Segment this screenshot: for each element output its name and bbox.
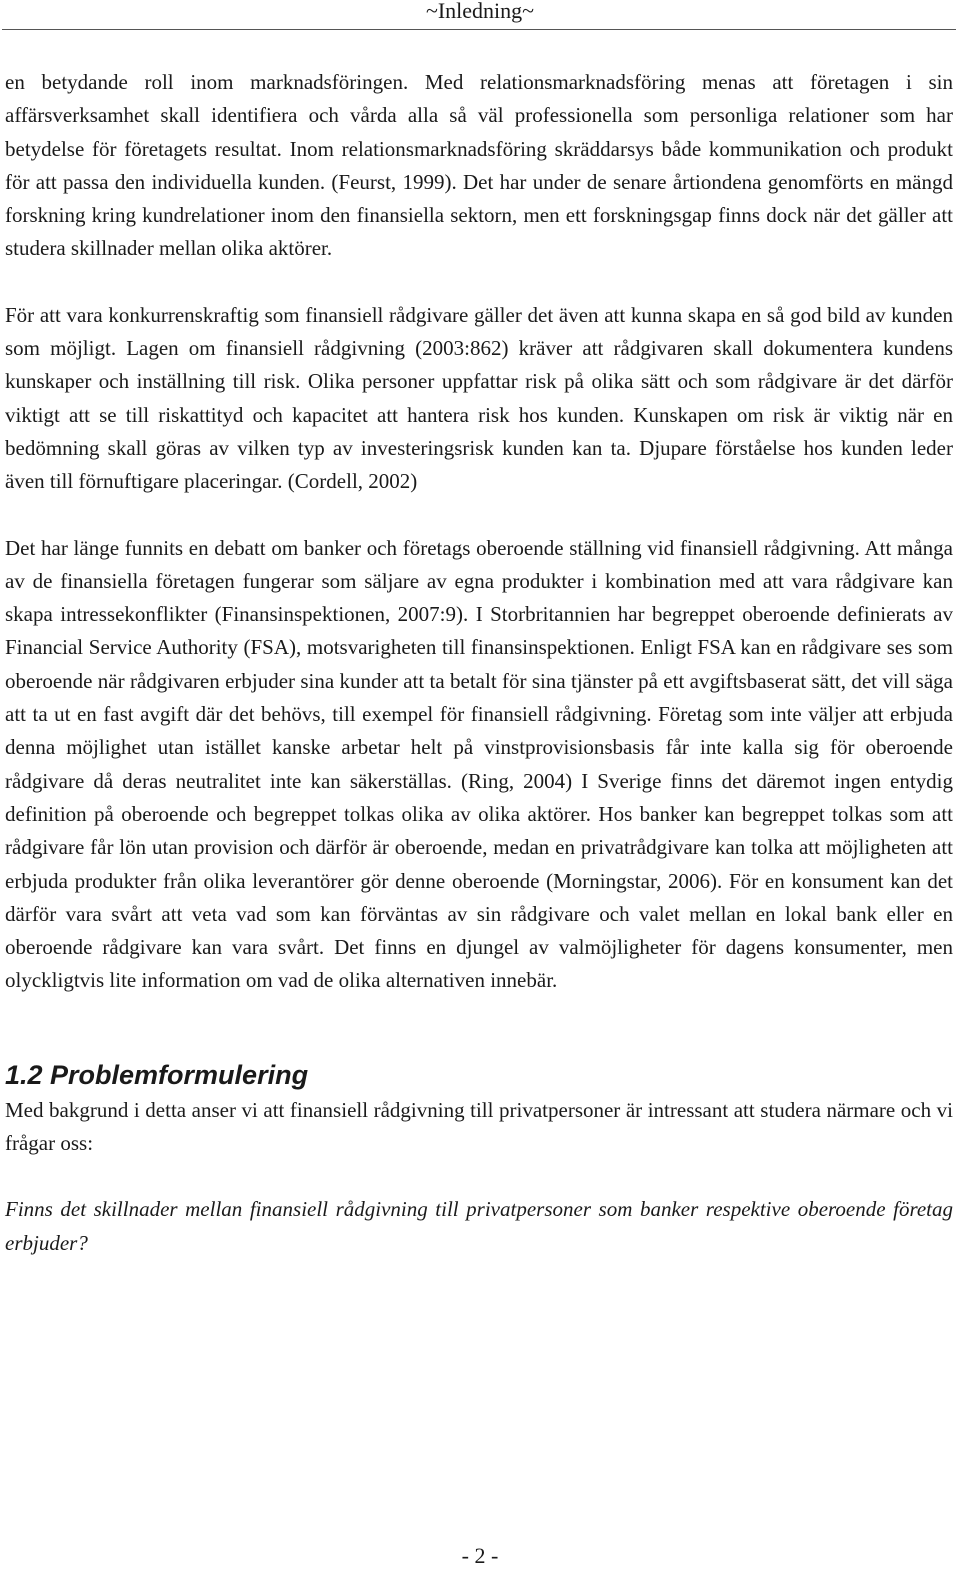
paragraph-3: Det har länge funnits en debatt om banker och företags oberoende ställning vid finansiell rådgivning. Att många av de finansiella företagen fungerar som säljare av egna produkter i kombination med att vara rådgivare kan skapa intressekonflikter (Finansinspektionen, 2007:9). I Storbritannien har begreppet oberoende definierats av Financial Service Authority (FSA), motsvarigheten till finansinspektionen. Enligt FSA kan en rådgivare ses som oberoende när rådgivaren erbjuder sina kunder att ta betalt för sina tjänster på ett avgiftsbaserat sätt, det vill säga att ta ut en fast avgift där det behövs, till exempel för finansiell rådgivning. Företag som inte väljer att erbjuda denna möjlighet utan istället kanske arbetar helt på vinstprovisionsbasis får inte kalla sig för oberoende rådgivare då deras neutralitet inte kan säkerställas. (Ring, 2004) I Sverige finns det däremot ingen entydig definition på oberoende och begreppet tolkas olika av olika aktörer. Hos banker kan begreppet tolkas som att rådgivare får lön utan provision och därför är oberoende, medan en privatrådgivare kan tolka att möjligheten att erbjuda produkter från olika leverantörer gör denne oberoende (Morningstar, 2006). För en konsument kan det därför vara svårt att veta vad som kan förväntas av sin rådgivare och valet mellan en lokal bank eller en oberoende rådgivare kan vara svårt. Det finns en djungel av valmöjligheter för dagens konsumenter, men olyckligtvis lite information om vad de olika alternativen innebär. [5, 535, 953, 993]
page-number: - 2 - [461, 1543, 499, 1568]
page-body [5, 66, 953, 1260]
paragraph-2: För att vara konkurrenskraftig som finansiell rådgivare gäller det även att kunna skapa en så god bild av kunden som möjligt. Lagen om finansiell rådgivning (2003:862) kräver att rådgivaren skall dokumentera kundens kunskaper och inställning till risk. Olika personer uppfattar risk på olika sätt och som rådgivare är det därför viktigt att se till riskattityd och kapacitet att hantera risk hos kunden. Kunskapen om risk är viktig när en bedömning skall göras av vilken typ av investeringsrisk kunden kan ta. Djupare förståelse hos kunden leder även till förnuftigare placeringar. (Cordell, 2002) [5, 302, 953, 494]
section-heading: 1.2 Problemformulering [5, 1059, 309, 1090]
header-divider [2, 29, 956, 30]
section-intro: Med bakgrund i detta anser vi att finansiell rådgivning till privatpersoner är intressant att studera närmare och vi frågar oss: [5, 1097, 953, 1156]
paragraph-1: en betydande roll inom marknadsföringen. Med relationsmarknadsföring menas att företagen i sin affärsverksamhet skall identifiera och vårda alla så väl professionella som personliga relationer som har betydelse för företagets resultat. Inom relationsmarknadsföring skräddarsys både kommunikation och produkt för att passa den individuella kunden. (Feurst, 1999). Det har under de senare årtiondena genomförts en mängd forskning kring kundrelationer inom den finansiella sektorn, men ett forskningsgap finns dock när det gäller att studera skillnader mellan olika aktörer. [5, 70, 953, 261]
running-header: ~Inledning~ [425, 0, 535, 23]
research-question: Finns det skillnader mellan finansiell rådgivning till privatpersoner som banker respektive oberoende företag erbjuder? [5, 1197, 953, 1255]
